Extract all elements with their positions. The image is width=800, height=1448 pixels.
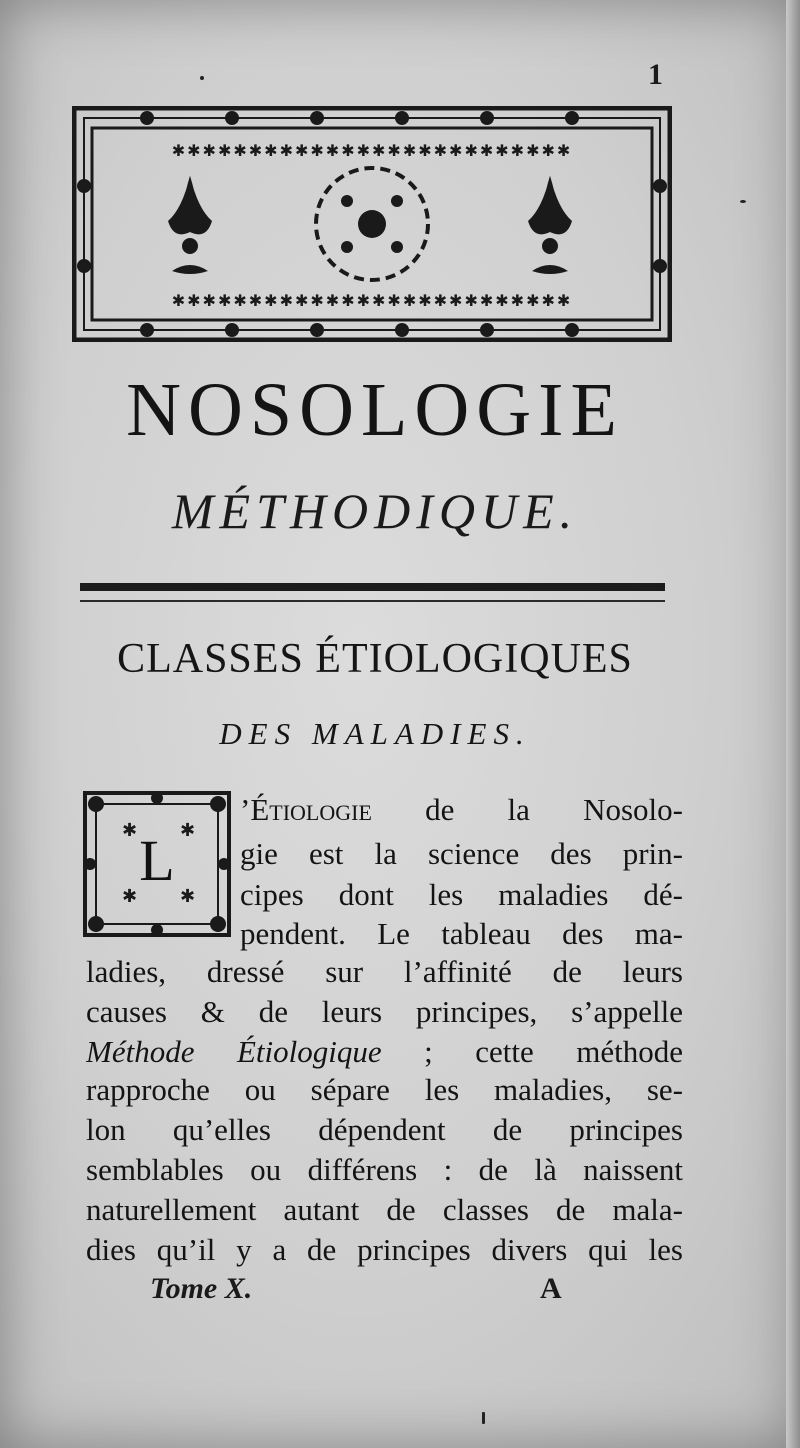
section-subtitle: DES MALADIES.	[219, 716, 531, 751]
body-line-2: gie est la science des prin-	[240, 836, 683, 871]
page-edge	[786, 0, 800, 1448]
ink-speck	[482, 1412, 485, 1424]
page-number: 1	[648, 58, 663, 91]
book-subtitle: MÉTHODIQUE.	[171, 483, 579, 539]
body-line-7-italic: Méthode Étiologique	[86, 1034, 382, 1069]
volume-signature: Tome X.	[150, 1272, 253, 1305]
section-title: CLASSES ÉTIOLOGIQUES	[117, 636, 633, 682]
svg-text:✱: ✱	[180, 820, 196, 841]
body-line-11: naturellement autant de classes de mala-	[86, 1192, 683, 1227]
svg-text:✱: ✱	[180, 886, 196, 907]
body-line-7-rest: ; cette méthode	[424, 1034, 683, 1069]
decorated-initial	[82, 790, 232, 938]
initial-letter: L	[139, 828, 175, 893]
body-line-7	[86, 1032, 683, 1072]
body-line-9: lon qu’elles dépendent de principes	[86, 1112, 683, 1147]
body-line-5: ladies, dressé sur l’affinité de leurs	[86, 954, 683, 989]
ornamental-headpiece	[72, 106, 672, 342]
svg-text:✱✱✱✱✱✱✱✱✱✱✱✱✱✱✱✱✱✱✱✱✱✱✱✱✱✱: ✱✱✱✱✱✱✱✱✱✱✱✱✱✱✱✱✱✱✱✱✱✱✱✱✱✱	[171, 141, 573, 160]
body-line-8: rapproche ou sépare les maladies, se-	[86, 1072, 683, 1107]
ink-speck	[740, 200, 746, 203]
gathering-mark: A	[540, 1272, 562, 1305]
body-line-12: dies qu’il y a de principes divers qui les	[86, 1232, 683, 1267]
svg-text:✱✱✱✱✱✱✱✱✱✱✱✱✱✱✱✱✱✱✱✱✱✱✱✱✱✱: ✱✱✱✱✱✱✱✱✱✱✱✱✱✱✱✱✱✱✱✱✱✱✱✱✱✱	[171, 291, 573, 310]
rule-thin	[80, 600, 665, 602]
body-line-4: pendent. Le tableau des ma-	[240, 916, 683, 951]
rule-thick	[80, 583, 665, 591]
body-line-6: causes & de leurs principes, s’appelle	[86, 994, 683, 1029]
body-line-1-start: ’Étiologie	[240, 792, 372, 827]
svg-text:✱: ✱	[122, 820, 138, 841]
book-title: NOSOLOGIE	[126, 368, 624, 452]
svg-text:✱: ✱	[122, 886, 138, 907]
body-line-1	[240, 790, 683, 830]
body-line-1-end: de la Nosolo-	[371, 792, 683, 827]
ink-speck	[200, 76, 204, 80]
body-line-3: cipes dont les maladies dé-	[240, 877, 683, 912]
body-line-10: semblables ou différens : de là naissent	[86, 1152, 683, 1187]
